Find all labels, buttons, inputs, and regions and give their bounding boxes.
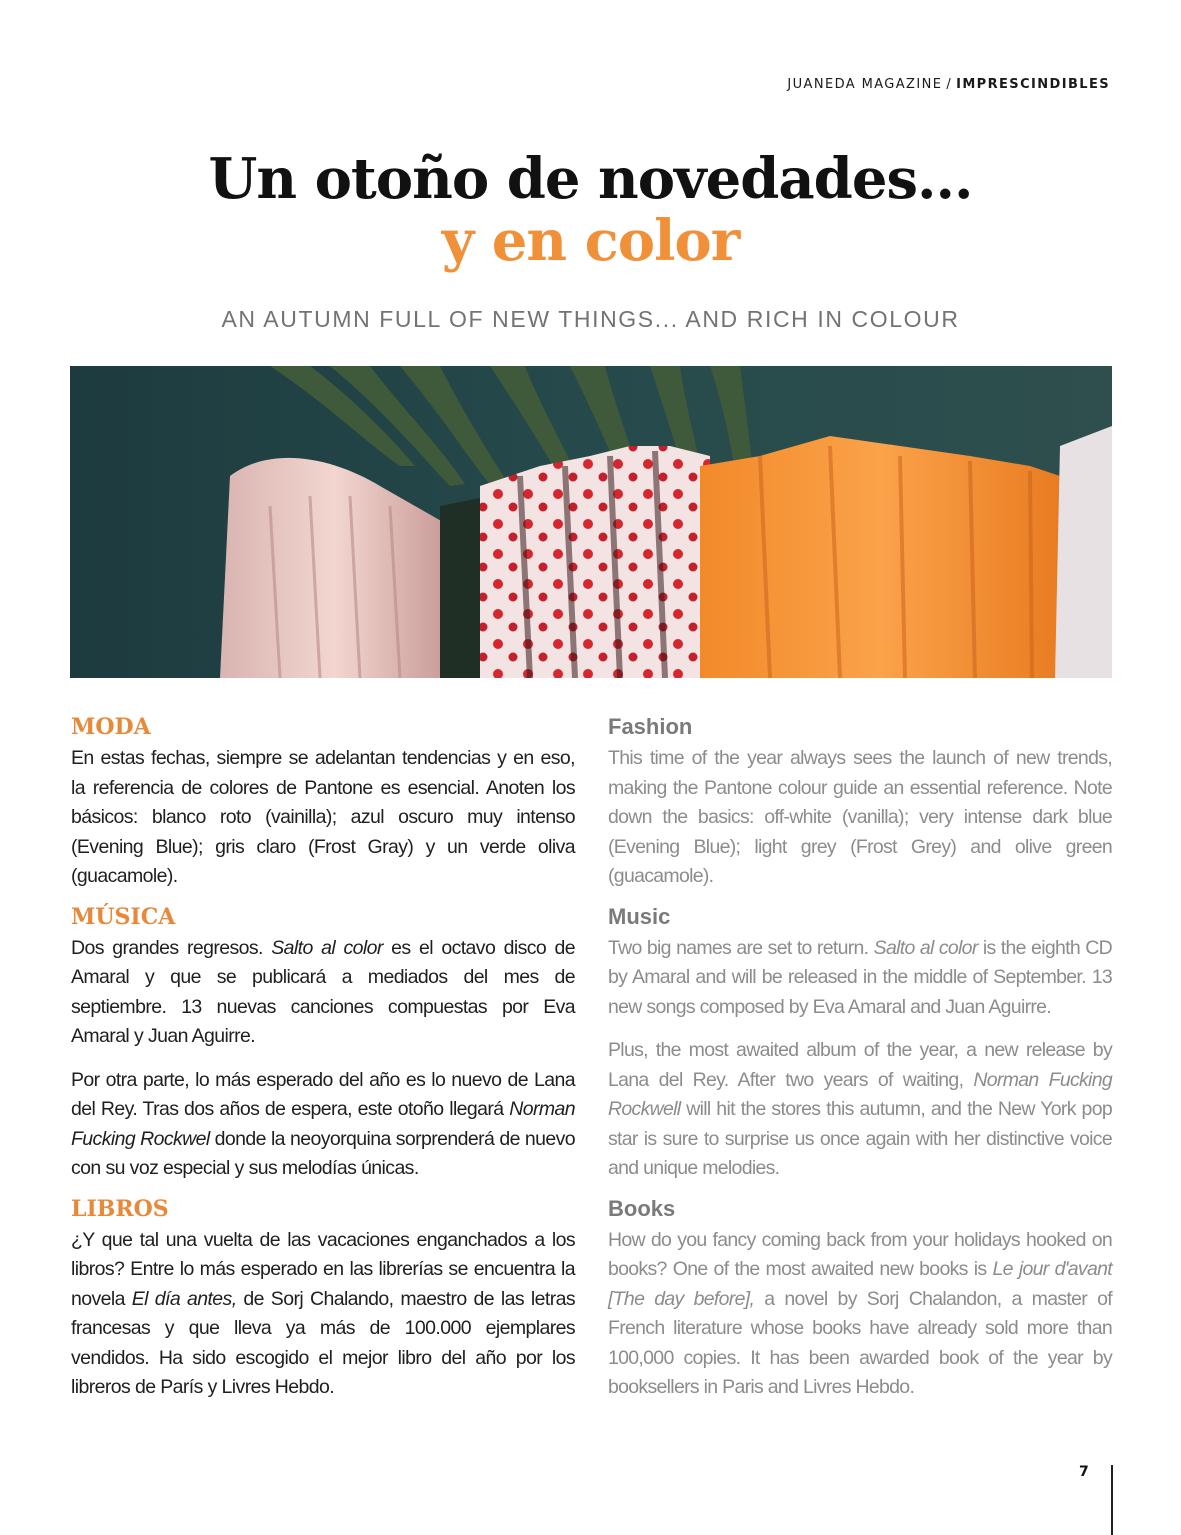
paragraph (608, 1036, 1112, 1184)
text: de Sorj Chalando, maestro de las letras francesas y que lleva ya más de 100.000 ejemplares vendidos. Ha sido escogido el mejor libro del año por los libreros de París y Livres Hebdo. (71, 1287, 576, 1398)
section-fashion (608, 712, 1112, 892)
paragraph (608, 934, 1112, 1023)
header-separator: / (946, 77, 953, 92)
page-number: 7 (1079, 1464, 1089, 1480)
paragraph (71, 1226, 575, 1403)
section-heading: Books (608, 1195, 676, 1221)
section-heading: MODA (71, 714, 151, 740)
album-title: Norman Fucking Rockwell (608, 1068, 1112, 1120)
spanish-column (71, 712, 575, 1413)
text: will hit the stores this autumn, and the New York pop star is sure to surprise us once again with her distinctive voice and unique melodies. (608, 1098, 1112, 1179)
section-music (608, 902, 1112, 1184)
section-name: IMPRESCINDIBLES (956, 77, 1110, 92)
text: How do you fancy coming back from your holidays hooked on books? One of the most awaited new books is (608, 1228, 1112, 1280)
text: a novel by Sorj Chalandon, a master of French literature whose books have already sold more than 100,000 copies. It has been awarded book of the year by booksellers in Paris and Livres Hebdo. (608, 1287, 1112, 1398)
paragraph (608, 1226, 1112, 1403)
page-number-rule (1111, 1465, 1113, 1535)
english-column (608, 712, 1112, 1413)
running-header (787, 77, 1110, 92)
section-heading: MÚSICA (71, 903, 176, 930)
book-title: Le jour d'avant [The day before], (608, 1258, 1112, 1310)
album-title: Norman Fucking Rockwel (71, 1098, 575, 1150)
section-moda (71, 712, 575, 892)
album-title: Salto al color (873, 936, 978, 959)
text: Dos grandes regresos. (71, 936, 272, 959)
paragraph (71, 1066, 575, 1184)
text: Two big names are set to return. (608, 936, 874, 959)
article-title-line-2: y en color (441, 208, 740, 274)
text: Plus, the most awaited album of the year, a new release by Lana del Rey. After two years of waiting, (608, 1039, 1112, 1091)
section-heading: Fashion (608, 714, 693, 739)
text: donde la neoyorquina sorprenderá de nuevo con su voz especial y sus melodías únicas. (71, 1127, 576, 1179)
section-musica (71, 902, 575, 1184)
paragraph: En estas fechas, siempre se adelantan tendencias y en eso, la referencia de colores de Pantone es esencial. Anoten los básicos: blanco roto (vainilla); azul oscuro muy intenso (Evening Blue); gris claro (Frost Gray) y un verde oliva (guacamole). (71, 747, 575, 887)
text: es el octavo disco de Amaral y que se publicará a mediados del mes de septiembre. 13 nuevas canciones compuestas por Eva Amaral y Juan Aguirre. (71, 936, 576, 1047)
paragraph (71, 934, 575, 1052)
album-title: Salto al color (271, 936, 383, 959)
article-subtitle: AN AUTUMN FULL OF NEW THINGS... AND RICH IN COLOUR (221, 306, 960, 332)
text: Por otra parte, lo más esperado del año es lo nuevo de Lana del Rey. Tras dos años de espera, este otoño llegará (71, 1068, 575, 1120)
section-heading: LIBROS (71, 1195, 169, 1222)
paragraph: This time of the year always sees the launch of new trends, making the Pantone colour guide an essential reference. Note down the basics: off-white (vanilla); very intense dark blue (Evening Blue); light grey (Frost Grey) and olive green (guacamole). (608, 747, 1112, 887)
magazine-name: JUANEDA MAGAZINE (787, 77, 943, 92)
text: is the eighth CD by Amaral and will be released in the middle of September. 13 new songs composed by Eva Amaral and Juan Aguirre. (608, 936, 1112, 1018)
section-books (608, 1194, 1112, 1403)
book-title: El día antes, (131, 1287, 237, 1310)
article-title-line-1: Un otoño de novedades... (208, 146, 973, 212)
section-libros (71, 1194, 575, 1403)
hero-image-clothes-rack (70, 366, 1112, 678)
text: ¿Y que tal una vuelta de las vacaciones enganchados a los libros? Entre lo más esperado en las librerías se encuentra la novela (71, 1228, 575, 1310)
section-heading: Music (608, 903, 671, 929)
